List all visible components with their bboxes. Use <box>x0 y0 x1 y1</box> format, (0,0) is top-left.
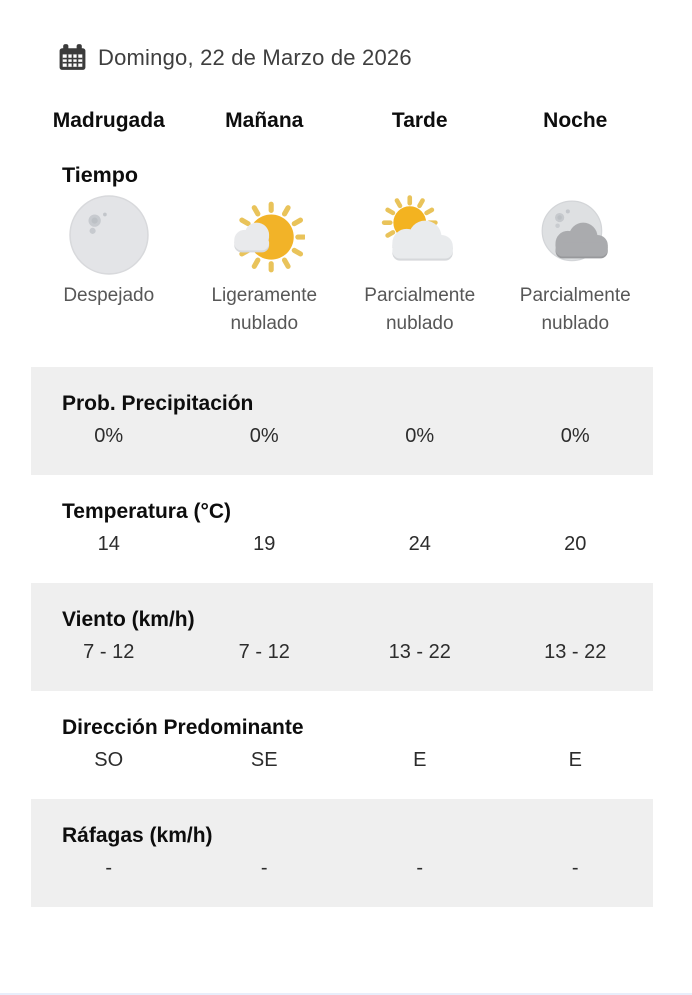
section-prob-precipitacion <box>31 367 653 475</box>
date-header[interactable] <box>57 42 692 73</box>
section-label: Prob. Precipitación <box>62 392 254 415</box>
icon-cell <box>31 195 187 277</box>
section-values-row <box>31 425 653 448</box>
section-viento <box>31 583 653 691</box>
moon-behind-cloud-icon <box>534 195 616 277</box>
forecast-sections <box>0 367 692 907</box>
value-cell: 13 - 22 <box>544 641 607 663</box>
section-rafagas <box>31 799 653 907</box>
column-header-noche: Noche <box>543 109 608 132</box>
section-direccion-predominante <box>31 691 653 799</box>
weather-condition-label: Ligeramente nublado <box>211 285 318 334</box>
value-cell: 7 - 12 <box>83 641 135 663</box>
section-values-row <box>31 857 653 880</box>
value-cell: SE <box>250 749 278 771</box>
column-header-madrugada: Madrugada <box>52 109 165 132</box>
calendar-icon <box>57 42 88 73</box>
value-cell: E <box>568 749 582 771</box>
section-temperatura <box>31 475 653 583</box>
section-label: Viento (km/h) <box>62 608 195 631</box>
column-header-tarde: Tarde <box>391 109 448 132</box>
value-cell: - <box>105 857 113 879</box>
section-values-row <box>31 641 653 664</box>
section-values-row <box>31 533 653 556</box>
section-values-row <box>31 749 653 772</box>
value-cell: 13 - 22 <box>388 641 451 663</box>
weather-condition-label: Despejado <box>63 285 155 306</box>
weather-condition-row <box>31 282 653 338</box>
column-header-manana: Mañana <box>225 109 304 132</box>
value-cell: 0% <box>94 425 124 447</box>
weather-icons-row <box>31 195 653 277</box>
value-cell: 0% <box>560 425 590 447</box>
sun-small-cloud-icon <box>223 195 305 277</box>
section-label-tiempo: Tiempo <box>62 163 139 187</box>
weather-forecast-panel <box>0 42 692 995</box>
value-cell: 0% <box>249 425 279 447</box>
value-cell: SO <box>94 749 124 771</box>
value-cell: 24 <box>408 533 431 555</box>
date-label: Domingo, 22 de Marzo de 2026 <box>98 44 412 70</box>
value-cell: E <box>413 749 427 771</box>
value-cell: 19 <box>253 533 276 555</box>
moon-clear-icon <box>68 195 150 277</box>
column-headers <box>31 109 653 133</box>
icon-cell <box>342 195 498 277</box>
weather-condition-label: Parcialmente nublado <box>519 285 631 334</box>
icon-cell <box>498 195 654 277</box>
sun-behind-cloud-icon <box>379 195 461 277</box>
value-cell: 20 <box>564 533 587 555</box>
value-cell: - <box>416 857 424 879</box>
value-cell: - <box>260 857 268 879</box>
section-label: Ráfagas (km/h) <box>62 824 213 847</box>
value-cell: 7 - 12 <box>238 641 290 663</box>
value-cell: 0% <box>405 425 435 447</box>
weather-condition-label: Parcialmente nublado <box>364 285 476 334</box>
icon-cell <box>187 195 343 277</box>
value-cell: - <box>571 857 579 879</box>
value-cell: 14 <box>97 533 120 555</box>
section-label: Dirección Predominante <box>62 716 304 739</box>
section-label: Temperatura (°C) <box>62 500 232 523</box>
